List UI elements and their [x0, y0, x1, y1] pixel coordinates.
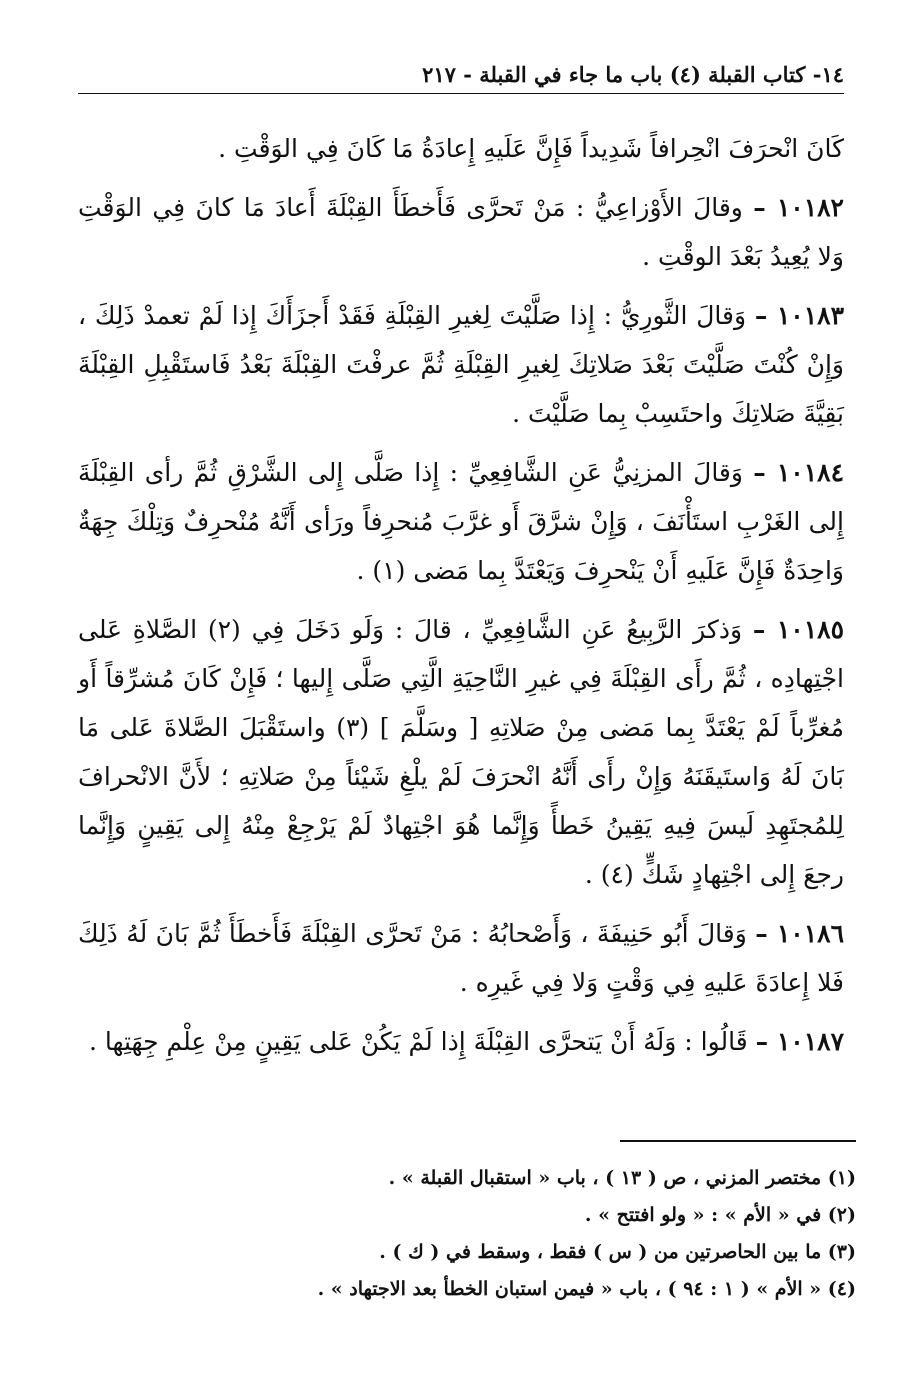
paragraph-text: كَانَ انْحرَفَ انْحِرافاً شَدِيداً فَإِنَّ عَلَيهِ إِعادَةُ مَا كَانَ فِي الوَقْتِ .	[218, 134, 844, 163]
paragraph-text: وَقالَ أَبُو حَنِيفَةَ ، وَأَصْحابُهُ : مَنْ تَحرَّى القِبْلَةَ فَأَخطَأَ ثُمَّ بَانَ لَهُ ذَلِكَ فَلا إِعادَةَ عَليهِ فِي وَقْتٍ وَلا فِي غَيرِه .	[78, 919, 844, 997]
paragraph-text: وَقالَ الثَّورِيُّ : إِذا صَلَّيْتَ لِغيرِ القِبْلَةِ فَقَدْ أَجزَأَكَ إِذا لَمْ تعمدْ ذَلِكَ ، وَإِنْ كُنْتَ صَلَّيْتَ بَعْدَ صَلاتِكَ لِغيرِ القِبْلَةِ ثُمَّ عرفْتَ القِبْلَةَ بَعْدُ فَاستَقْبِلِ القِبْلَةَ بَقِيَّةَ صَلاتِكَ واحتَسِبْ بِما صَلَّيْتَ .	[78, 301, 844, 428]
paragraph	[78, 124, 844, 173]
paragraph	[78, 909, 844, 1007]
paragraph	[78, 291, 844, 438]
main-text	[78, 124, 844, 1076]
paragraph-text: وَقالَ المزنِيُّ عَنِ الشَّافِعِيِّ : إِذا صَلَّى إِلى الشَّرْقِ ثُمَّ رأى القِبْلَةَ إِلى الغَرْبِ استَأْنَفَ ، وَإِنْ شرَّقَ أَو غرَّبَ مُنحرِفاً ورَأى أَنَّهُ مُنْحرِفٌ وَتِلْكَ جِهَةٌ وَاحِدَةٌ فَإِنَّ عَلَيهِ أَنْ يَنْحرِفَ وَيَعْتَدَّ بِما مَضى (١) .	[78, 458, 844, 585]
paragraph-text: وَذكرَ الرَّبِيعُ عَنِ الشَّافِعِيِّ ، قالَ : وَلَو دَخَلَ فِي (٢) الصَّلاةِ عَلى اجْتِهادِه ، ثُمَّ رأَى القِبْلَةَ فِي غيرِ النَّاحِيَةِ الَّتِي صَلَّى إِليها ؛ فَإِنْ كَانَ مُشرِّقاً أَو مُغرِّباً لَمْ يَعْتَدَّ بِما مَضى مِنْ صَلاتِهِ [ وسَلَّمَ ] (٣) واستَقْبَلَ الصَّلاةَ عَلى مَا بَانَ لَهُ وَاستَيقَنَهُ وَإِنْ رأَى أَنَّهُ انْحرَفَ لَمْ يلْغِ شَيْئاً مِنْ صَلاتِهِ ؛ لأَنَّ الانْحرافَ لِلمُجتَهِدِ لَيسَ فِيهِ يَقِينُ خَطأً وَإِنَّما هُوَ اجْتِهادٌ لَمْ يَرْجِعْ مِنْهُ إِلى يَقِينٍ وَإِنَّما رجعَ إِلى اجْتِهادٍ شَكٍّ (٤) .	[78, 615, 844, 889]
paragraph-text: قَالُوا : وَلَهُ أَنْ يَتحرَّى القِبْلَةَ إِذا لَمْ يَكُنْ عَلى يَقِينٍ مِنْ عِلْمِ جِهَتِها .	[88, 1027, 748, 1056]
footnotes	[78, 1160, 856, 1308]
paragraph	[78, 448, 844, 595]
header-text: ١٤- كتاب القبلة (٤) باب ما جاء في القبلة - ٢١٧	[422, 62, 844, 87]
footnote: (٣) ما بين الحاصرتين من ( س ) فقط ، وسقط في ( ك ) .	[379, 1241, 856, 1263]
paragraph-number: ١٠١٨٢ –	[753, 193, 844, 222]
paragraph-number: ١٠١٨٧ –	[755, 1027, 844, 1056]
paragraph	[78, 1017, 844, 1066]
footnote: (٢) في « الأم » : « ولو افتتح » .	[584, 1204, 856, 1226]
paragraph-number: ١٠١٨٥ –	[752, 615, 845, 644]
paragraph	[78, 605, 844, 899]
paragraph-text: وقالَ الأَوْزاعِيُّ : مَنْ تَحرَّى فَأَخطَأَ القِبْلَةَ أَعادَ مَا كانَ فِي الوَقْتِ وَلا يُعِيدُ بَعْدَ الوقْتِ .	[78, 193, 844, 271]
running-header	[78, 58, 844, 94]
footnote: (١) مختصر المزني ، ص ( ١٣ ) ، باب « استقبال القبلة » .	[388, 1167, 856, 1189]
paragraph-number: ١٠١٨٦ –	[755, 919, 844, 948]
footnote: (٤) « الأم » ( ١ : ٩٤ ) ، باب « فيمن استبان الخطأ بعد الاجتهاد » .	[317, 1278, 856, 1300]
footnote-rule	[620, 1140, 856, 1142]
paragraph	[78, 183, 844, 281]
header-rule	[78, 93, 844, 94]
paragraph-number: ١٠١٨٣ –	[754, 301, 844, 330]
paragraph-number: ١٠١٨٤ –	[753, 458, 844, 487]
